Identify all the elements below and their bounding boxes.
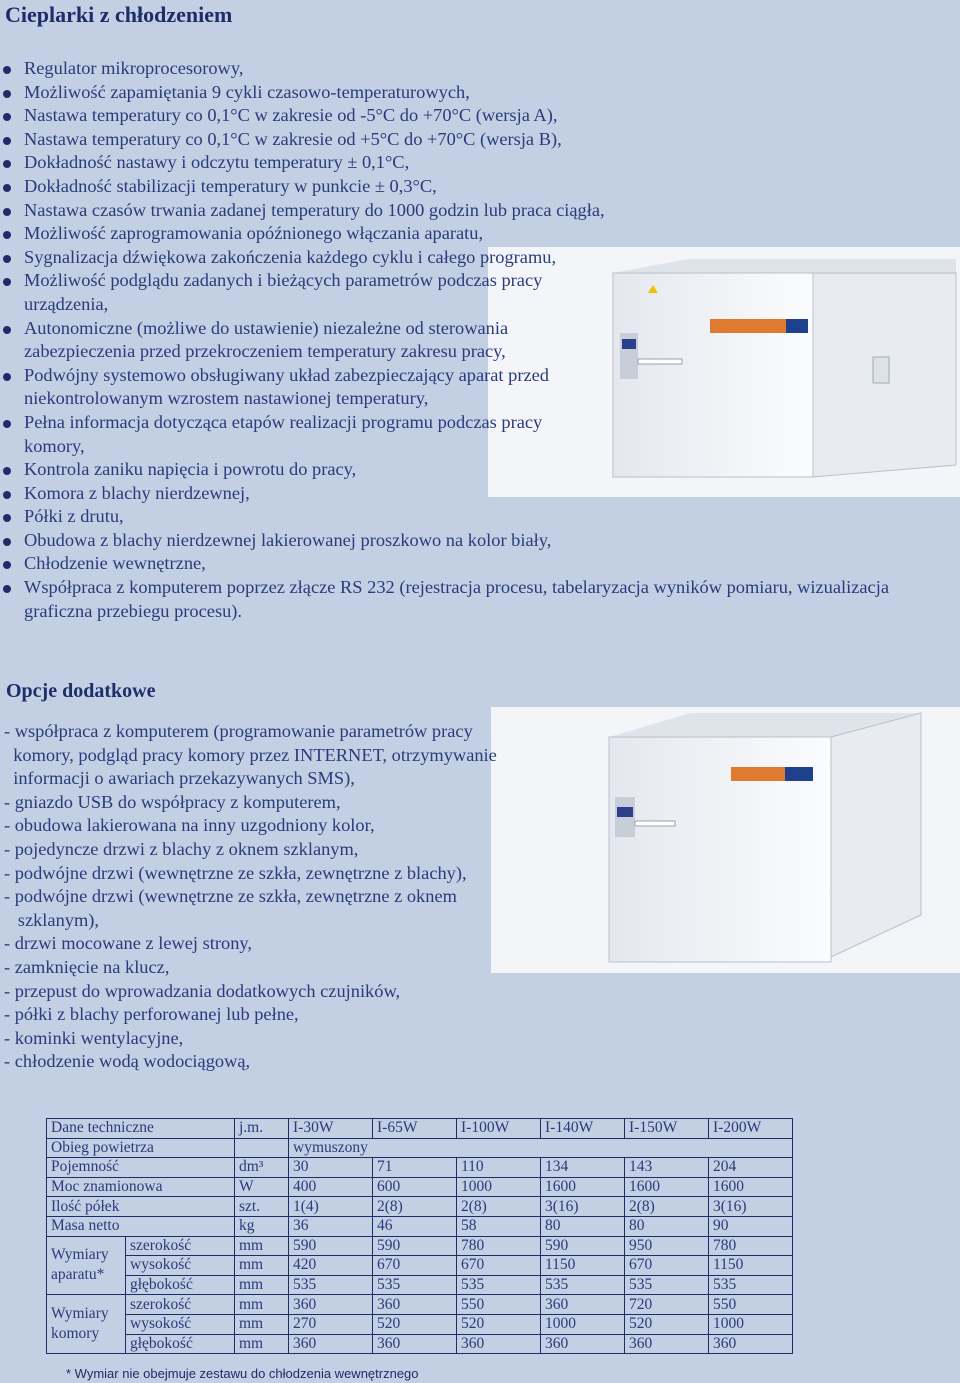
list-item: Półki z drutu, [0, 505, 950, 529]
spec-table [46, 1118, 793, 1354]
row-value: 1150 [709, 1256, 793, 1276]
row-value: 110 [457, 1158, 541, 1178]
row-value: 30 [289, 1158, 373, 1178]
row-label: głębokość [126, 1334, 235, 1354]
row-value: 360 [289, 1295, 373, 1315]
row-unit [235, 1138, 289, 1158]
model-name: I-200W [709, 1119, 793, 1139]
list-item: Chłodzenie wewnętrzne, [0, 552, 950, 576]
row-value: 670 [457, 1256, 541, 1276]
feature-list [0, 57, 950, 623]
row-unit: mm [235, 1295, 289, 1315]
options-title: Opcje dodatkowe [6, 680, 156, 702]
row-value: 590 [289, 1236, 373, 1256]
list-item: - współpraca z komputerem (programowanie parametrów pracy komory, podgląd pracy komory przez INTERNET, otrzymywanie informacji o awariach przekazywanych SMS), [4, 721, 497, 789]
row-value: 400 [289, 1177, 373, 1197]
row-value: 360 [625, 1334, 709, 1354]
row-unit: szt. [235, 1197, 289, 1217]
row-value: 2(8) [457, 1197, 541, 1217]
list-item: Komora z blachy nierdzewnej, [0, 482, 950, 506]
row-value: 535 [373, 1275, 457, 1295]
list-item: - przepust do wprowadzania dodatkowych czujników, [4, 980, 401, 1001]
row-value: 1600 [541, 1177, 625, 1197]
table-row [47, 1275, 793, 1295]
row-value: 3(16) [709, 1197, 793, 1217]
list-item: - zamknięcie na klucz, [4, 956, 170, 977]
row-value: 360 [709, 1334, 793, 1354]
row-value: 1000 [541, 1314, 625, 1334]
model-name: I-30W [289, 1119, 373, 1139]
row-value: 90 [709, 1216, 793, 1236]
row-value: 2(8) [625, 1197, 709, 1217]
row-value: 535 [709, 1275, 793, 1295]
row-value: 36 [289, 1216, 373, 1236]
list-item: Obudowa z blachy nierdzewnej lakierowanej proszkowo na kolor biały, [0, 529, 950, 553]
row-value: 360 [373, 1334, 457, 1354]
row-label: głębokość [126, 1275, 235, 1295]
row-unit: mm [235, 1256, 289, 1276]
row-value: 270 [289, 1314, 373, 1334]
row-value: 80 [625, 1216, 709, 1236]
row-value: 550 [457, 1295, 541, 1315]
list-item: Dokładność nastawy i odczytu temperatury ± 0,1°C, [0, 151, 950, 175]
list-item: - gniazdo USB do współpracy z komputerem, [4, 791, 341, 812]
table-row [47, 1314, 793, 1334]
row-value: 590 [541, 1236, 625, 1256]
list-item: Możliwość zapamiętania 9 cykli czasowo-temperaturowych, [0, 81, 950, 105]
row-label: wysokość [126, 1314, 235, 1334]
row-value: 520 [625, 1314, 709, 1334]
group-label-device: Wymiary aparatu* [47, 1236, 126, 1295]
list-item: Możliwość podglądu zadanych i bieżących parametrów podczas pracy urządzenia, [0, 269, 584, 316]
row-unit: mm [235, 1275, 289, 1295]
row-value: 360 [541, 1295, 625, 1315]
list-item: - kominki wentylacyjne, [4, 1027, 184, 1048]
model-name: I-100W [457, 1119, 541, 1139]
table-row [47, 1334, 793, 1354]
row-label: Masa netto [47, 1216, 235, 1236]
row-label: Ilość półek [47, 1197, 235, 1217]
group-label-chamber: Wymiary komory [47, 1295, 126, 1354]
footnote: * Wymiar nie obejmuje zestawu do chłodzenia wewnętrznego [66, 1366, 419, 1381]
list-item: Nastawa temperatury co 0,1°C w zakresie od +5°C do +70°C (wersja B), [0, 128, 950, 152]
row-value: 1600 [625, 1177, 709, 1197]
row-value: 1000 [457, 1177, 541, 1197]
row-label: Pojemność [47, 1158, 235, 1178]
row-unit: mm [235, 1334, 289, 1354]
model-name: I-140W [541, 1119, 625, 1139]
table-row [47, 1177, 793, 1197]
list-item: - chłodzenie wodą wodociągową, [4, 1051, 251, 1072]
list-item: Podwójny systemowo obsługiwany układ zabezpieczający aparat przed niekontrolowanym wzrostem nastawionej temperatury, [0, 364, 584, 411]
row-label: Obieg powietrza [47, 1138, 235, 1158]
page-title: Cieplarki z chłodzeniem [5, 2, 233, 27]
list-item: Pełna informacja dotycząca etapów realizacji programu podczas pracy komory, [0, 411, 584, 458]
row-value: 535 [289, 1275, 373, 1295]
table-row [47, 1216, 793, 1236]
list-item: - podwójne drzwi (wewnętrzne ze szkła, zewnętrzne z oknem szklanym), [4, 886, 457, 930]
row-value: 950 [625, 1236, 709, 1256]
row-value: 2(8) [373, 1197, 457, 1217]
table-row [47, 1158, 793, 1178]
table-row [47, 1256, 793, 1276]
list-item: - półki z blachy perforowanej lub pełne, [4, 1004, 299, 1025]
row-label: szerokość [126, 1295, 235, 1315]
row-value: 71 [373, 1158, 457, 1178]
row-value: 143 [625, 1158, 709, 1178]
list-item: Dokładność stabilizacji temperatury w punkcie ± 0,3°C, [0, 175, 950, 199]
options-list [4, 720, 604, 1074]
row-value: 780 [457, 1236, 541, 1256]
list-item: Regulator mikroprocesorowy, [0, 57, 950, 81]
table-row [47, 1295, 793, 1315]
row-value: 550 [709, 1295, 793, 1315]
row-value: 520 [457, 1314, 541, 1334]
row-label: Moc znamionowa [47, 1177, 235, 1197]
list-item: - drzwi mocowane z lewej strony, [4, 933, 253, 954]
row-value: 1000 [709, 1314, 793, 1334]
row-value: 360 [289, 1334, 373, 1354]
row-value: 670 [625, 1256, 709, 1276]
row-value: 520 [373, 1314, 457, 1334]
row-unit: mm [235, 1236, 289, 1256]
row-value: 1150 [541, 1256, 625, 1276]
table-row [47, 1138, 793, 1158]
row-value: 590 [373, 1236, 457, 1256]
model-name: I-65W [373, 1119, 457, 1139]
row-unit: mm [235, 1314, 289, 1334]
row-value: 1600 [709, 1177, 793, 1197]
list-item: Kontrola zaniku napięcia i powrotu do pracy, [0, 458, 950, 482]
row-value: 535 [541, 1275, 625, 1295]
row-label: szerokość [126, 1236, 235, 1256]
list-item: Sygnalizacja dźwiękowa zakończenia każdego cyklu i całego programu, [0, 246, 950, 270]
list-item: Możliwość zaprogramowania opóźnionego włączania aparatu, [0, 222, 950, 246]
list-item: - podwójne drzwi (wewnętrzne ze szkła, zewnętrzne z blachy), [4, 862, 467, 883]
row-value: 720 [625, 1295, 709, 1315]
row-value: 670 [373, 1256, 457, 1276]
list-item: Nastawa czasów trwania zadanej temperatury do 1000 godzin lub praca ciągła, [0, 199, 950, 223]
row-value: 204 [709, 1158, 793, 1178]
list-item: Autonomiczne (możliwe do ustawienie) niezależne od sterowania zabezpieczenia przed przekroczeniem temperatury zakresu pracy, [0, 317, 594, 364]
row-value: 420 [289, 1256, 373, 1276]
row-value: 134 [541, 1158, 625, 1178]
list-item: Współpraca z komputerem poprzez złącze RS 232 (rejestracja procesu, tabelaryzacja wyników pomiaru, wizualizacja graficzna przebiegu procesu). [0, 576, 950, 623]
row-value: 58 [457, 1216, 541, 1236]
table-header-unit: j.m. [235, 1119, 289, 1139]
row-value: 535 [457, 1275, 541, 1295]
row-value: 1(4) [289, 1197, 373, 1217]
list-item: - obudowa lakierowana na inny uzgodniony kolor, [4, 815, 375, 836]
table-header-row [47, 1119, 793, 1139]
row-unit: dm³ [235, 1158, 289, 1178]
model-name: I-150W [625, 1119, 709, 1139]
row-value: 360 [373, 1295, 457, 1315]
list-item: Nastawa temperatury co 0,1°C w zakresie od -5°C do +70°C (wersja A), [0, 104, 950, 128]
row-label: wysokość [126, 1256, 235, 1276]
row-unit: kg [235, 1216, 289, 1236]
row-value: 360 [457, 1334, 541, 1354]
row-value: 360 [541, 1334, 625, 1354]
row-unit: W [235, 1177, 289, 1197]
row-value: 600 [373, 1177, 457, 1197]
row-value: wymuszony [289, 1138, 793, 1158]
list-item: - pojedyncze drzwi z blachy z oknem szklanym, [4, 838, 359, 859]
table-row [47, 1197, 793, 1217]
row-value: 535 [625, 1275, 709, 1295]
row-value: 3(16) [541, 1197, 625, 1217]
row-value: 46 [373, 1216, 457, 1236]
table-row [47, 1236, 793, 1256]
row-value: 80 [541, 1216, 625, 1236]
row-value: 780 [709, 1236, 793, 1256]
table-header-label: Dane techniczne [47, 1119, 235, 1139]
